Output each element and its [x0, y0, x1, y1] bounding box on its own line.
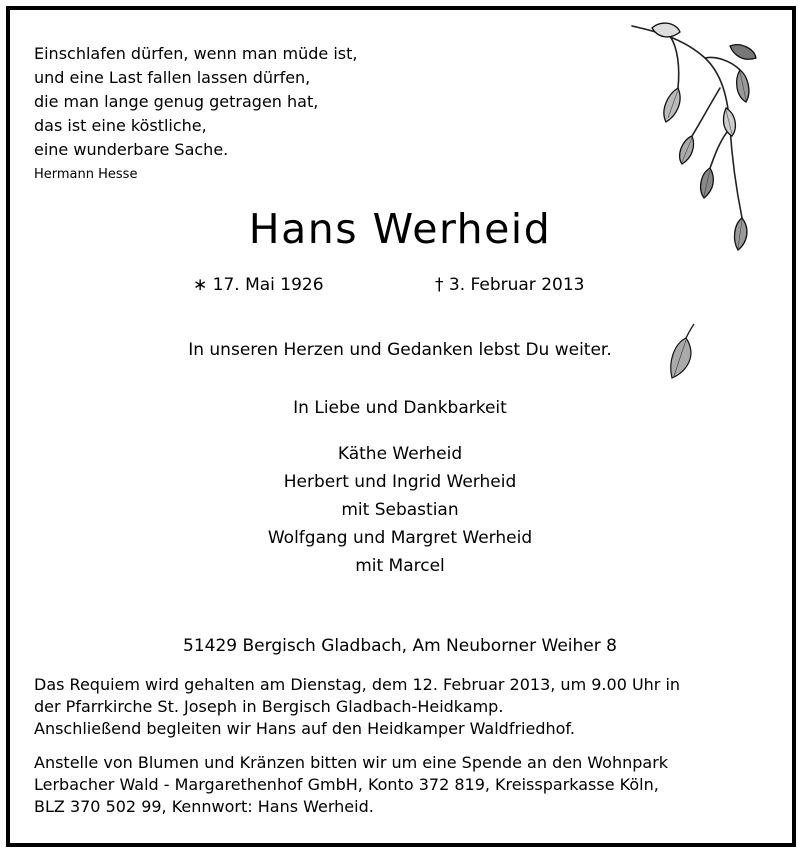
- thanks-line: In Liebe und Dankbarkeit: [293, 398, 507, 418]
- family-member: Herbert und Ingrid Werheid: [283, 472, 517, 492]
- quote-line: die man lange genug getragen hat,: [34, 92, 319, 111]
- family-member: Wolfgang und Margret Werheid: [267, 528, 533, 548]
- quote-line: Einschlafen dürfen, wenn man müde ist,: [34, 44, 358, 63]
- requiem-paragraph: [34, 674, 774, 740]
- donation-line: Anstelle von Blumen und Kränzen bitten wir um eine Spende an den Wohnpark: [34, 753, 669, 772]
- death-date: † 3. Februar 2013: [435, 275, 585, 295]
- requiem-line: der Pfarrkirche St. Joseph in Bergisch Gladbach-Heidkamp.: [34, 697, 504, 716]
- deceased-name: Hans Werheid: [248, 205, 552, 253]
- quote-line: das ist eine köstliche,: [34, 116, 207, 135]
- donation-line: BLZ 370 502 99, Kennwort: Hans Werheid.: [34, 797, 374, 816]
- requiem-line: Das Requiem wird gehalten am Dienstag, dem 12. Februar 2013, um 9.00 Uhr in: [34, 675, 681, 694]
- requiem-line: Anschließend begleiten wir Hans auf den Heidkamper Waldfriedhof.: [34, 719, 575, 738]
- birth-date: ∗ 17. Mai 1926: [193, 275, 324, 295]
- family-list: [0, 440, 800, 580]
- donation-paragraph: [34, 752, 774, 818]
- quote-line: eine wunderbare Sache.: [34, 140, 229, 159]
- quote-line: und eine Last fallen lassen dürfen,: [34, 68, 311, 87]
- birch-leaf-icon: [664, 322, 704, 382]
- family-member: Käthe Werheid: [337, 444, 463, 464]
- poem-quote: [34, 42, 357, 186]
- family-member: mit Sebastian: [341, 500, 459, 520]
- donation-line: Lerbacher Wald - Margarethenhof GmbH, Konto 372 819, Kreissparkasse Köln,: [34, 775, 659, 794]
- family-address: 51429 Bergisch Gladbach, Am Neuborner Weiher 8: [183, 636, 617, 656]
- quote-author: Hermann Hesse: [34, 167, 138, 182]
- motto-text: In unseren Herzen und Gedanken lebst Du weiter.: [188, 340, 612, 360]
- family-member: mit Marcel: [355, 556, 445, 576]
